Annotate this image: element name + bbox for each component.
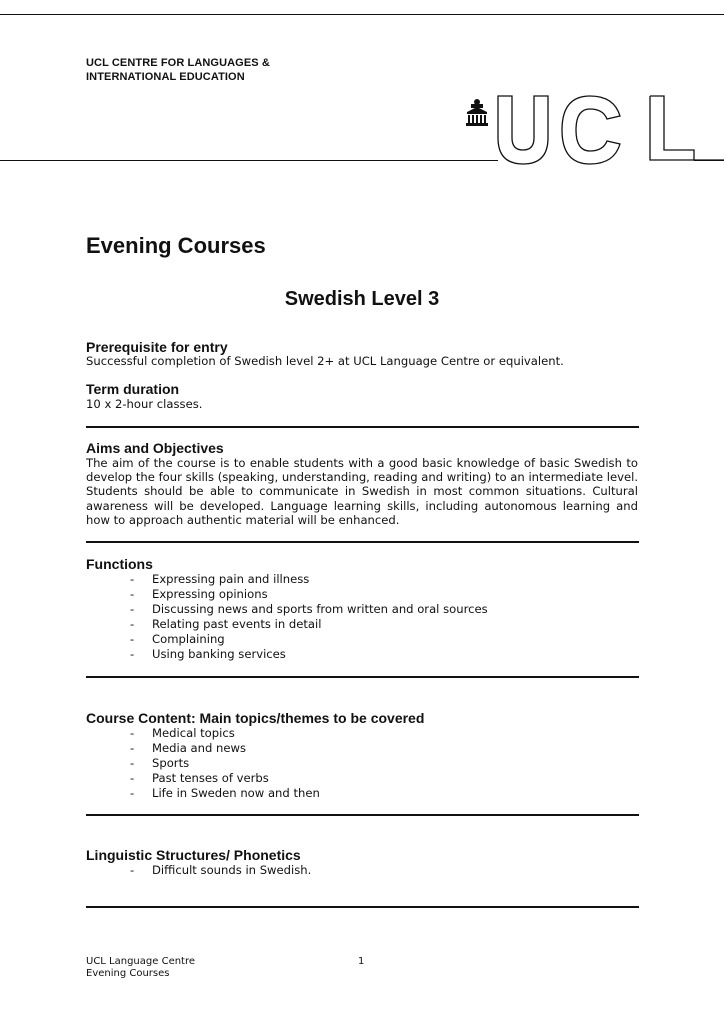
list-item: - Expressing opinions bbox=[130, 587, 268, 601]
list-item: - Media and news bbox=[130, 741, 247, 755]
page-title: Evening Courses bbox=[86, 233, 266, 258]
section-divider-1 bbox=[86, 426, 639, 428]
list-item: - Difficult sounds in Swedish. bbox=[130, 863, 312, 877]
course-title-text: Swedish Level 3 bbox=[284, 288, 440, 310]
dash-bullet: - bbox=[130, 771, 135, 785]
dash-bullet: - bbox=[130, 632, 135, 646]
section-divider-2 bbox=[86, 541, 639, 543]
page-number: 1 bbox=[358, 956, 365, 967]
list-item: - Discussing news and sports from written and oral sources bbox=[130, 602, 488, 616]
dash-bullet: - bbox=[130, 786, 135, 800]
dash-bullet: - bbox=[130, 587, 135, 601]
dash-bullet: - bbox=[130, 602, 135, 616]
dash-bullet: - bbox=[130, 726, 135, 740]
section-divider-4 bbox=[86, 814, 639, 816]
header-rule bbox=[0, 160, 498, 161]
functions-list bbox=[86, 572, 488, 662]
dash-bullet: - bbox=[130, 572, 135, 586]
dash-bullet: - bbox=[130, 741, 135, 755]
logo-letter-c bbox=[562, 96, 620, 164]
logo-letter-l bbox=[650, 96, 724, 160]
portico-icon bbox=[466, 99, 488, 126]
aims-heading: Aims and Objectives bbox=[86, 440, 224, 456]
dash-bullet: - bbox=[130, 617, 135, 631]
list-item: - Using banking services bbox=[130, 647, 286, 661]
content-list bbox=[86, 726, 320, 801]
list-item: - Relating past events in detail bbox=[130, 617, 322, 631]
linguistic-heading: Linguistic Structures/ Phonetics bbox=[86, 847, 301, 863]
term-heading: Term duration bbox=[86, 381, 180, 397]
footer bbox=[86, 956, 195, 980]
org-line-1: UCL CENTRE FOR LANGUAGES & bbox=[86, 57, 270, 69]
aims-text: The aim of the course is to enable students with a good basic knowledge of basic Swedish to develop the four skills (speaking, understanding, reading and writing) to an intermediate level. Students should be able to communicate in Swedish in most common situations. Cultural awareness will be developed. Language learning skills, including autonomous learning and how to approach authentic material will be enhanced. bbox=[86, 456, 638, 527]
list-item: - Expressing pain and illness bbox=[130, 572, 310, 586]
functions-heading: Functions bbox=[86, 556, 153, 572]
organisation-name bbox=[86, 56, 270, 84]
top-rule bbox=[0, 14, 724, 15]
footer-line-2: Evening Courses bbox=[86, 968, 170, 979]
prerequisite-heading: Prerequisite for entry bbox=[86, 339, 228, 355]
section-divider-3 bbox=[86, 676, 639, 678]
section-divider-5 bbox=[86, 906, 639, 908]
footer-line-1: UCL Language Centre bbox=[86, 956, 196, 967]
logo-baseline-rule bbox=[694, 160, 724, 161]
content-heading: Course Content: Main topics/themes to be covered bbox=[86, 710, 425, 726]
org-line-2: INTERNATIONAL EDUCATION bbox=[86, 71, 245, 83]
ucl-logo bbox=[460, 94, 724, 166]
list-item: - Life in Sweden now and then bbox=[130, 786, 320, 800]
list-item: - Past tenses of verbs bbox=[130, 771, 269, 785]
list-item: - Medical topics bbox=[130, 726, 235, 740]
dash-bullet: - bbox=[130, 647, 135, 661]
prerequisite-text: Successful completion of Swedish level 2+ at UCL Language Centre or equivalent. bbox=[86, 354, 564, 368]
course-title bbox=[0, 288, 724, 311]
linguistic-list bbox=[86, 863, 311, 878]
list-item: - Complaining bbox=[130, 632, 225, 646]
logo-letter-u bbox=[498, 96, 548, 164]
list-item: - Sports bbox=[130, 756, 190, 770]
term-text: 10 x 2-hour classes. bbox=[86, 397, 203, 411]
dash-bullet: - bbox=[130, 863, 135, 877]
dash-bullet: - bbox=[130, 756, 135, 770]
